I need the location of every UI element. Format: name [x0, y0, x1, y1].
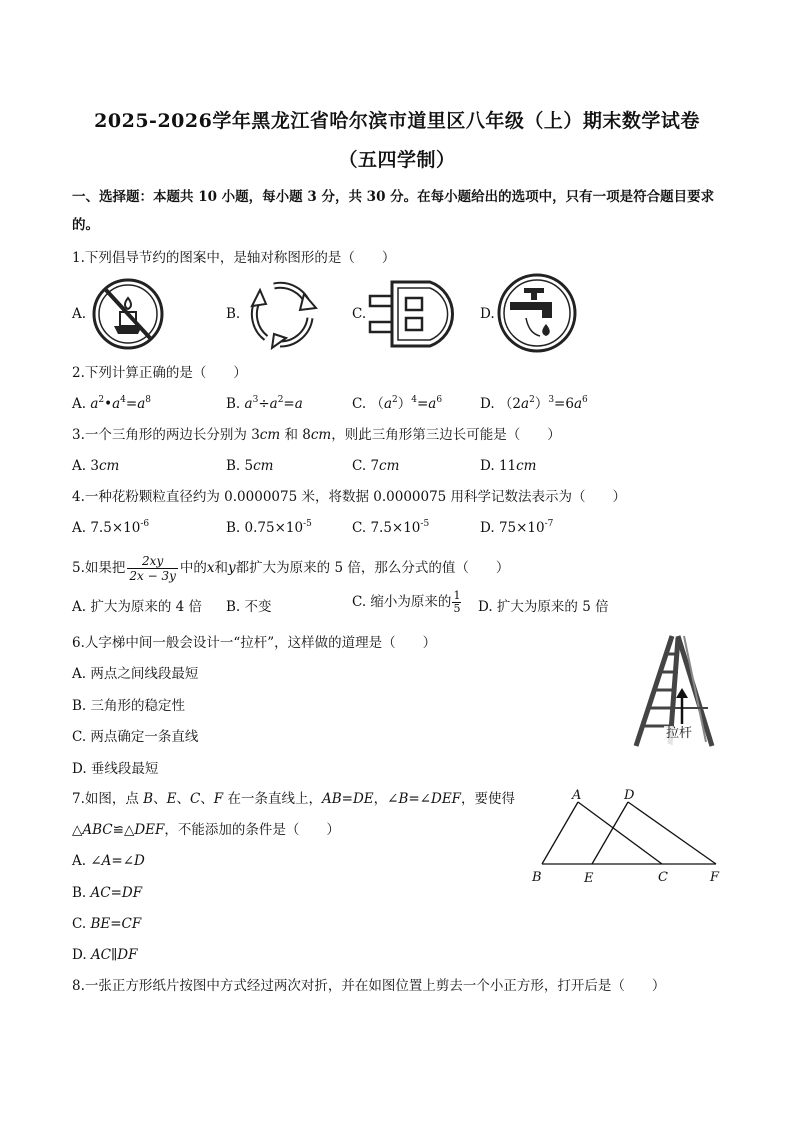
q3-option-d: D. 11cm [480, 458, 537, 474]
q5-option-a: A. 扩大为原来的 4 倍 [72, 599, 203, 615]
q3-option-a: A. 3cm [72, 458, 120, 474]
point-a-label: A [572, 788, 582, 803]
point-f-label: F [710, 870, 720, 885]
q1-option-a-label: A. [72, 306, 87, 322]
q1-option-c-label: C. [352, 306, 367, 322]
section-1-instructions-cont: 的。 [72, 217, 99, 233]
q3-option-b: B. 5cm [226, 458, 274, 474]
pull-rod-label: 拉杆 [666, 726, 693, 741]
q6-option-b: B. 三角形的稳定性 [72, 698, 186, 714]
q7-option-c: C. BE=CF [72, 916, 142, 932]
section-1-instructions: 一、选择题：本题共 10 小题，每小题 3 分，共 30 分。在每小题给出的选项中，只有一项是符合题目要求 [72, 189, 715, 205]
q5-option-d: D. 扩大为原来的 5 倍 [478, 599, 609, 615]
question-8-stem: 8.一张正方形纸片按图中方式经过两次对折，并在如图位置上剪去一个小正方形，打开后是（ ） [72, 978, 666, 994]
point-c-label: C [658, 870, 668, 885]
q4-option-c: C. $7.5\times 10^{-5}$ [352, 519, 430, 536]
q6-option-d: D. 垂线段最短 [72, 761, 159, 777]
q2-option-c: C. $(a^2)^4=a^6$ [352, 395, 443, 412]
q4-option-a: A. $7.5\times 10^{-6}$ [72, 519, 150, 536]
question-5-stem: 5.如果把 $\frac{2xy}{2x - 3y}$ 中的x和y都扩大为原来的 5 倍，那么分式的值（ ） [72, 554, 510, 583]
q5-option-c: C. 缩小为原来的 $\frac{1}{5}$ [352, 589, 461, 615]
question-2-stem: 2.下列计算正确的是（ ） [72, 365, 247, 381]
q2-option-a: A. $a^2•a^4=a^8$ [72, 395, 152, 412]
q5-option-b: B. 不变 [226, 599, 272, 615]
exam-title: 2025-2026学年黑龙江省哈尔滨市道里区八年级（上）期末数学试卷 [94, 110, 700, 132]
power-plug-icon [368, 278, 468, 350]
question-7-stem: 7.如图，点 B、E、C、F 在一条直线上，AB=DE，∠B=∠DEF，要使得 [72, 791, 516, 807]
q7-option-b: B. AC=DF [72, 885, 143, 901]
water-tap-icon [496, 272, 578, 354]
q4-option-b: B. $0.75\times 10^{-5}$ [226, 519, 312, 536]
q1-option-d-label: D. [480, 306, 495, 322]
question-4-stem: 4.一种花粉颗粒直径约为 0.0000075 米，将数据 0.0000075 用科学记数法表示为（ ） [72, 489, 627, 505]
question-7-stem-cont: △ABC≌△DEF，不能添加的条件是（ ） [72, 822, 340, 838]
point-e-label: E [584, 871, 594, 886]
q7-option-d: D. AC∥DF [72, 947, 138, 963]
question-1-stem: 1.下列倡导节约的图案中，是轴对称图形的是（ ） [72, 250, 396, 266]
q7-option-a: A. ∠A=∠D [72, 853, 145, 869]
q2-option-d: D. $(2a^2)^3=6a^6$ [480, 395, 588, 412]
recycle-arrows-icon [244, 276, 320, 352]
triangle-figure [524, 788, 730, 888]
point-d-label: D [624, 788, 635, 803]
question-6-stem: 6.人字梯中间一般会设计一“拉杆”，这样做的道理是（ ） [72, 635, 437, 651]
q6-option-a: A. 两点之间线段最短 [72, 666, 199, 682]
q4-option-d: D. $75\times 10^{-7}$ [480, 519, 554, 536]
q1-option-b-label: B. [226, 306, 241, 322]
question-3-stem: 3.一个三角形的两边长分别为 3cm 和 8cm，则此三角形第三边长可能是（ ） [72, 427, 561, 443]
point-b-label: B [532, 870, 542, 885]
q6-option-c: C. 两点确定一条直线 [72, 729, 199, 745]
q3-option-c: C. 7cm [352, 458, 400, 474]
q5-fraction: $\frac{2xy}{2x - 3y}$ [129, 554, 176, 583]
q2-option-b: B. $a^3\div a^2=a$ [226, 395, 303, 412]
no-candle-icon [90, 276, 166, 352]
exam-subtitle: （五四学制） [338, 149, 456, 171]
